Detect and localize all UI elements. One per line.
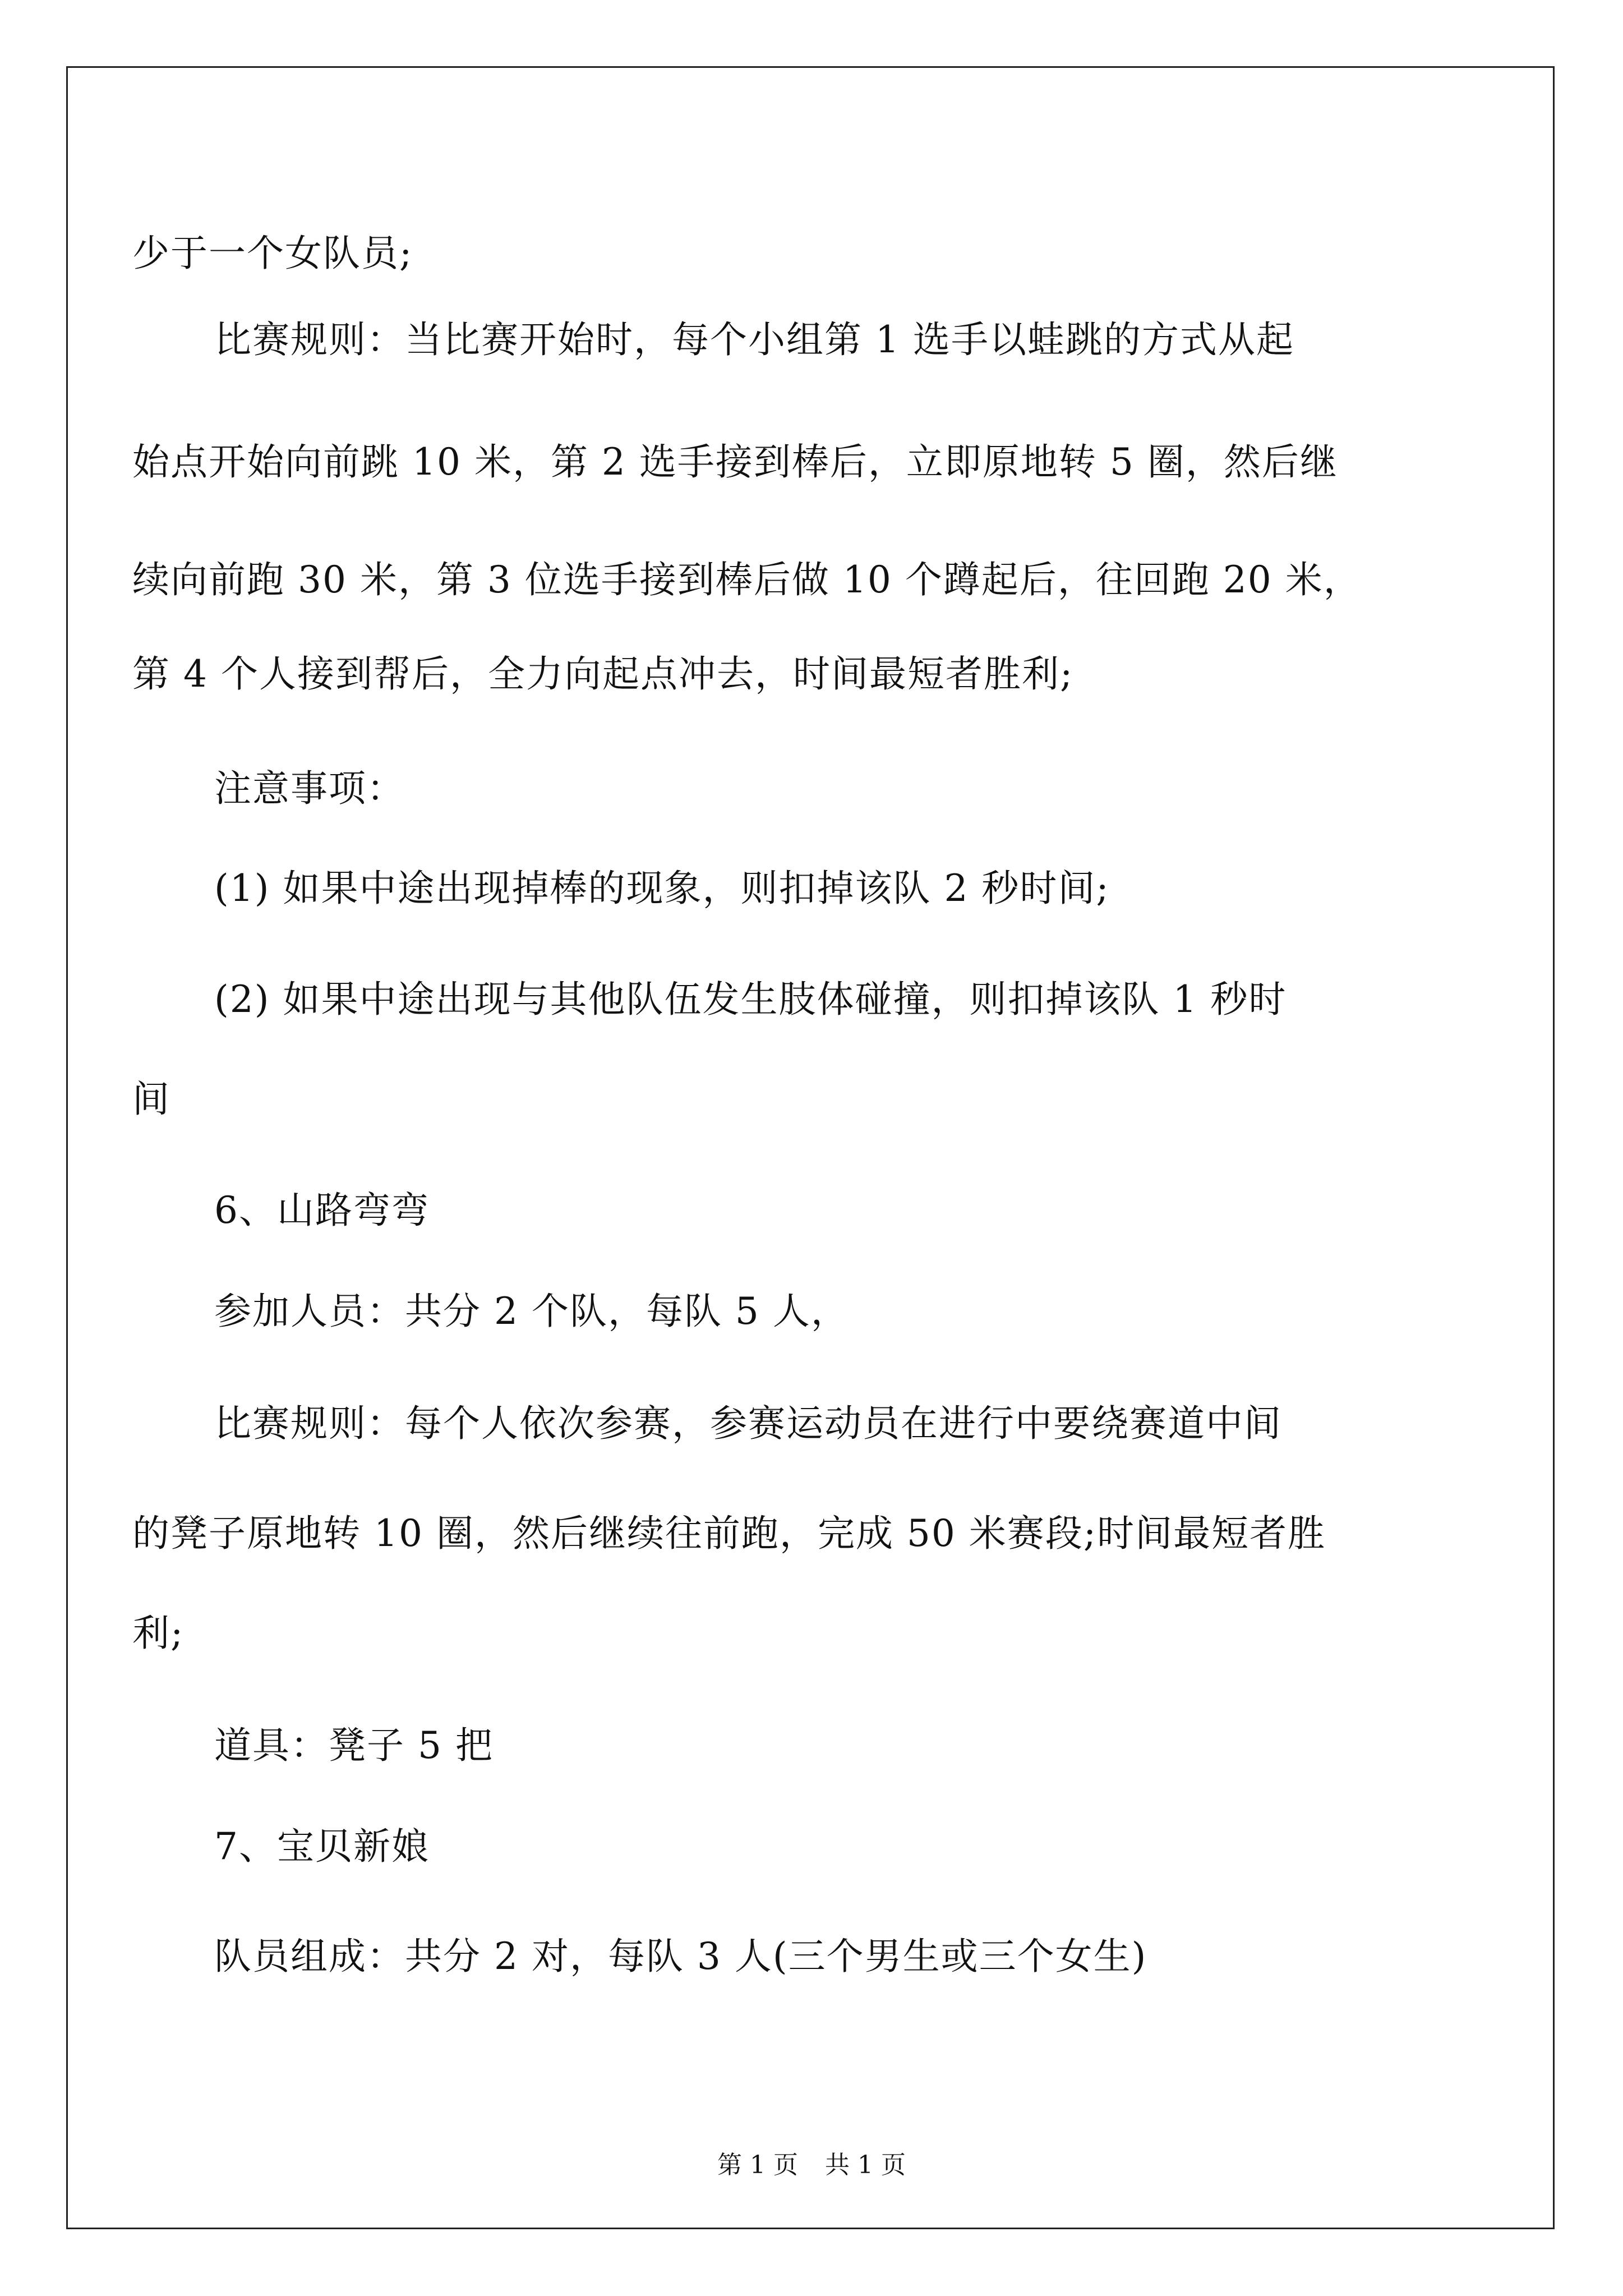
page-footer	[0, 2150, 1623, 2181]
page-number-total: 共 1 页	[825, 2151, 906, 2179]
text-line-5: 第 4 个人接到帮后，全力向起点冲去，时间最短者胜利;	[132, 652, 1074, 696]
text-line-12: 比赛规则：每个人依次参赛，参赛运动员在进行中要绕赛道中间	[214, 1402, 1282, 1445]
page-number-current: 第 1 页	[717, 2151, 798, 2179]
text-line-8: (2) 如果中途出现与其他队伍发生肢体碰撞，则扣掉该队 1 秒时	[214, 978, 1287, 1021]
text-line-7: (1) 如果中途出现掉棒的现象，则扣掉该队 2 秒时间;	[214, 867, 1110, 910]
text-line-14: 利;	[132, 1612, 185, 1655]
text-line-17: 队员组成：共分 2 对，每队 3 人(三个男生或三个女生)	[214, 1935, 1147, 1978]
text-line-3: 始点开始向前跳 10 米，第 2 选手接到棒后，立即原地转 5 圈，然后继	[132, 440, 1338, 484]
text-line-4: 续向前跑 30 米，第 3 位选手接到棒后做 10 个蹲起后，往回跑 20 米，	[132, 558, 1362, 601]
text-line-15: 道具：凳子 5 把	[214, 1724, 494, 1767]
text-line-13: 的凳子原地转 10 圈，然后继续往前跑，完成 50 米赛段;时间最短者胜	[132, 1512, 1326, 1555]
text-line-1: 少于一个女队员;	[132, 232, 413, 275]
text-line-2: 比赛规则：当比赛开始时，每个小组第 1 选手以蛙跳的方式从起	[214, 318, 1294, 361]
text-line-9: 间	[132, 1078, 170, 1121]
text-line-6: 注意事项：	[214, 767, 405, 810]
page-border	[66, 66, 1555, 2229]
text-line-10: 6、山路弯弯	[214, 1189, 430, 1232]
text-line-11: 参加人员：共分 2 个队，每队 5 人，	[214, 1290, 849, 1333]
text-line-16: 7、宝贝新娘	[214, 1825, 430, 1868]
